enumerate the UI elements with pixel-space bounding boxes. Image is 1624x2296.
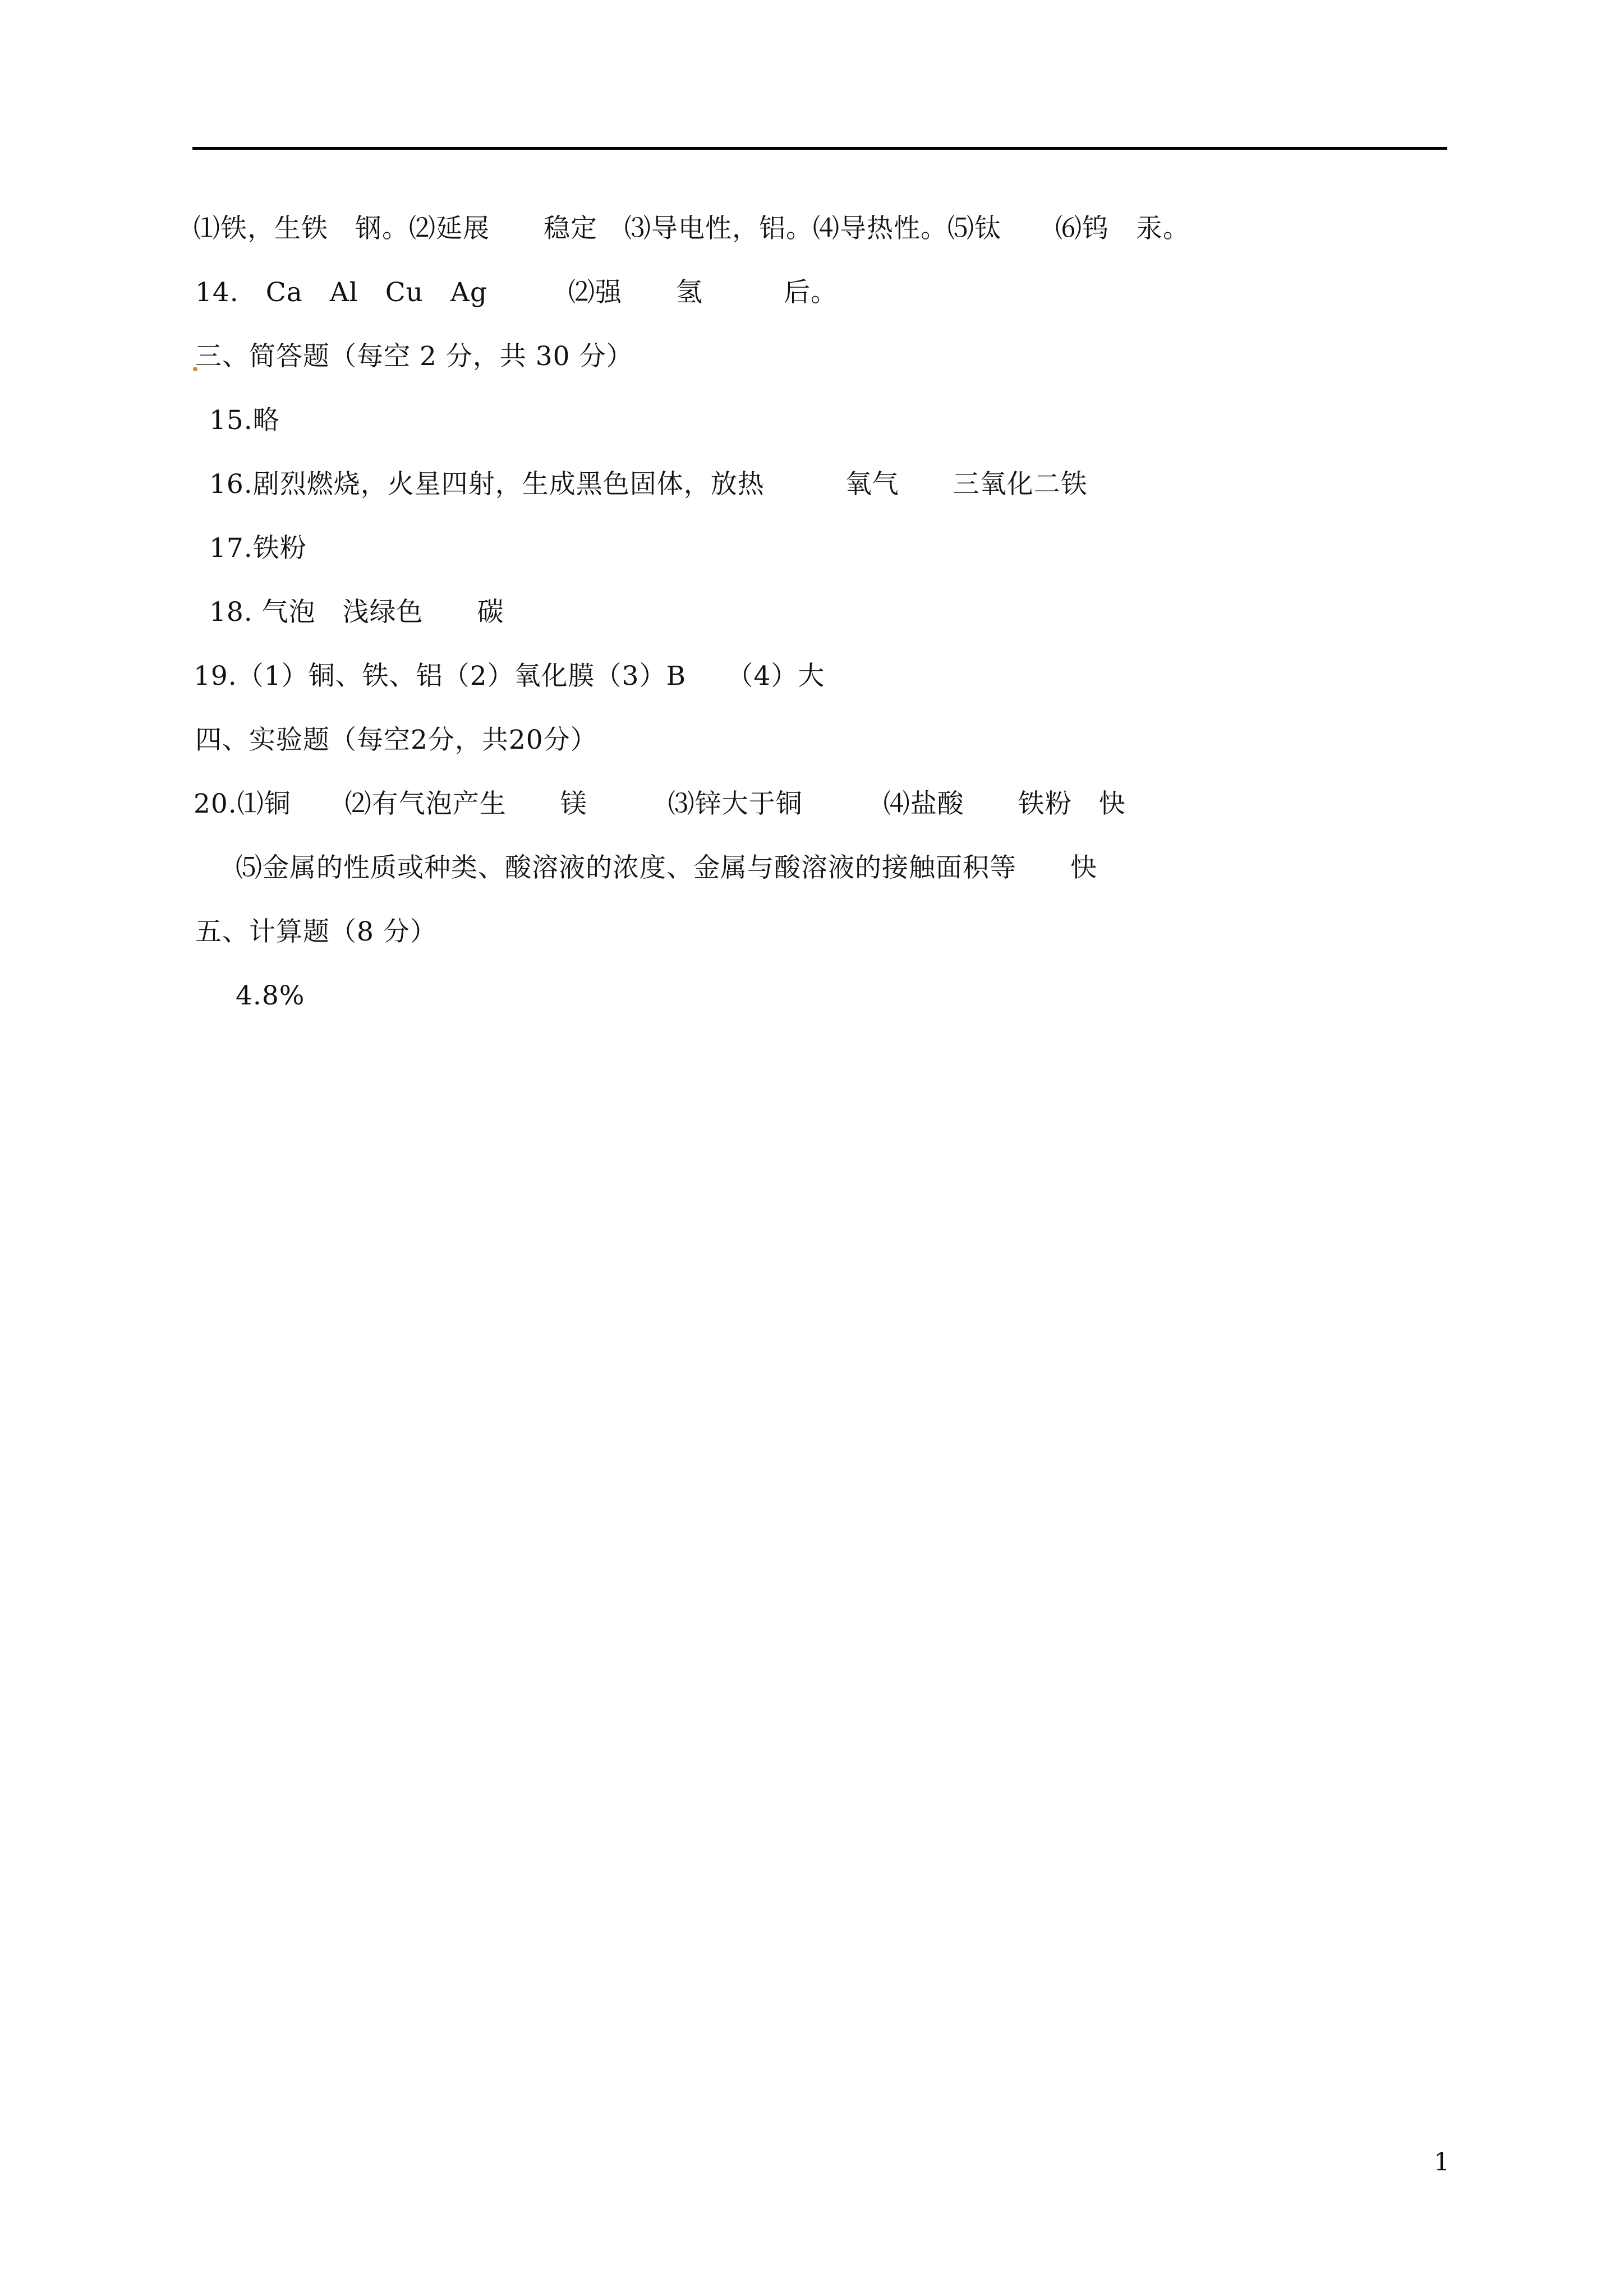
section-heading-experiment: 四、实验题（每空2分，共20分） <box>195 725 597 755</box>
answer-line-13: ⑴铁，生铁 钢。⑵延展 稳定 ⑶导电性，铝。⑷导热性。⑸钛 ⑹钨 汞。 <box>194 213 1190 244</box>
answer-line-17: 17.铁粉 <box>209 533 307 564</box>
answer-line-calculation: 4.8% <box>236 980 305 1011</box>
page-number: 1 <box>1434 2148 1450 2177</box>
answer-line-20: 20.⑴铜 ⑵有气泡产生 镁 ⑶锌大于铜 ⑷盐酸 铁粉 快 <box>194 789 1126 819</box>
answer-line-18: 18. 气泡 浅绿色 碳 <box>209 597 504 628</box>
answer-line-19: 19.（1）铜、铁、铝（2）氧化膜（3）B （4）大 <box>194 661 825 691</box>
answer-line-14: 14. Ca Al Cu Ag ⑵强 氢 后。 <box>195 277 838 308</box>
header-rule <box>192 147 1447 150</box>
section-heading-calculation: 五、计算题（8 分） <box>195 916 437 947</box>
answer-line-15: 15.略 <box>209 405 280 436</box>
answer-line-20-part-5: ⑸金属的性质或种类、酸溶液的浓度、金属与酸溶液的接触面积等 快 <box>236 852 1097 883</box>
answer-line-16: 16.剧烈燃烧，火星四射，生成黑色固体，放热 氧气 三氧化二铁 <box>209 469 1088 500</box>
section-heading-short-answer: 三、简答题（每空 2 分，共 30 分） <box>195 341 633 372</box>
